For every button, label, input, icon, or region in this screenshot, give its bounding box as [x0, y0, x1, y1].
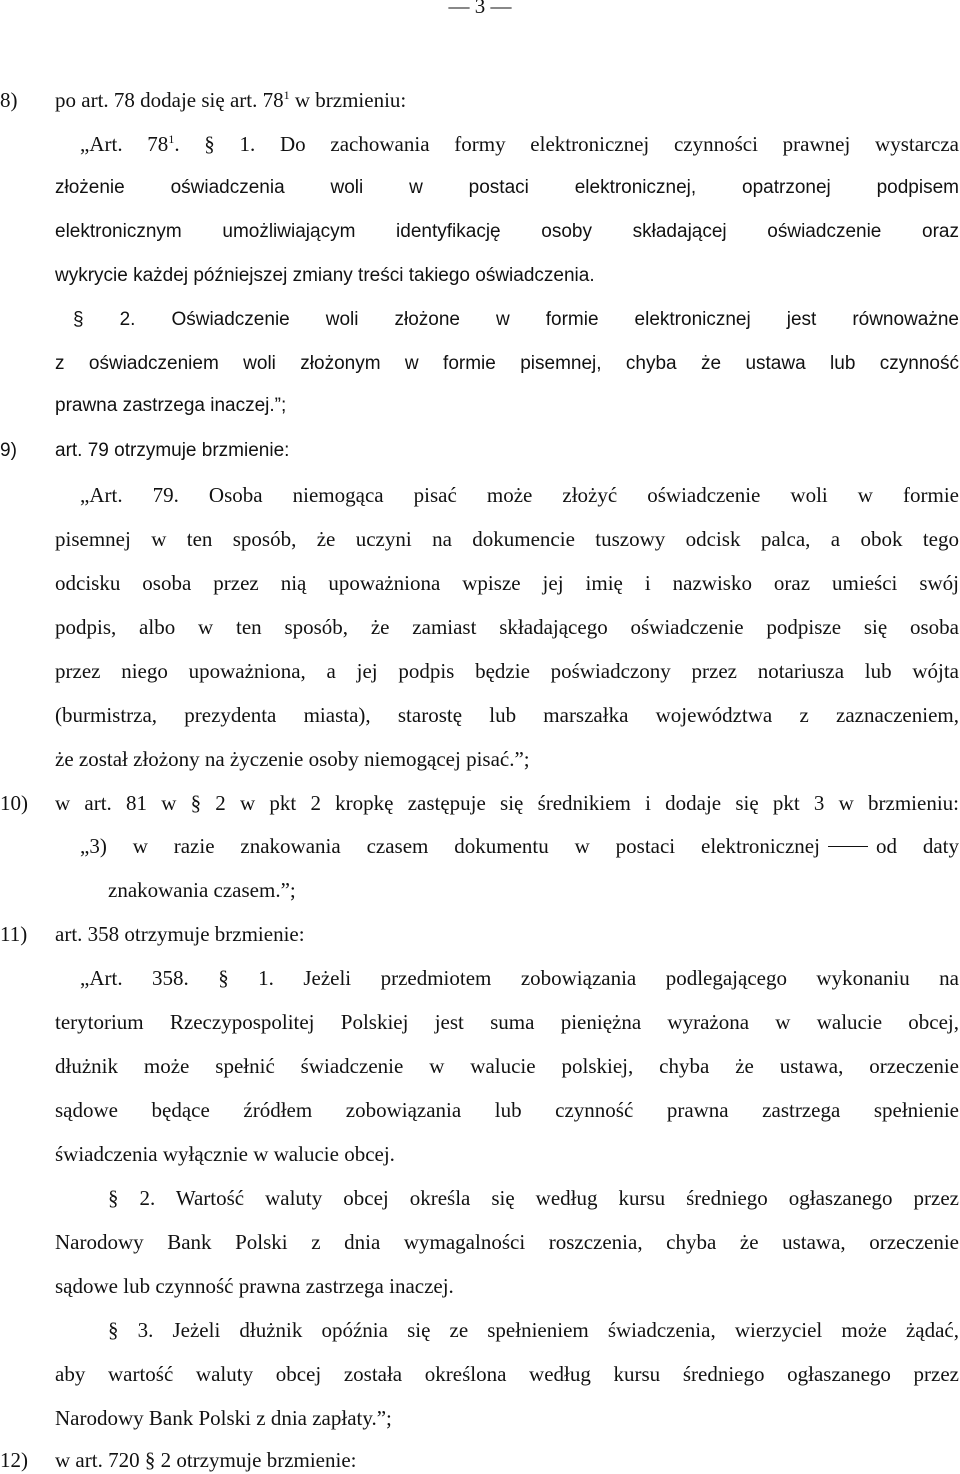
item-10-line-1: [80, 832, 959, 860]
item-10-line-1-text: „3) w razie znakowania czasem dokumentu w postaci elektronicznej: [80, 834, 820, 858]
item-11-line-9: § 3. Jeżeli dłużnik opóźnia się ze spełnieniem świadczenia, wierzyciel może żądać,: [108, 1318, 959, 1342]
item-11-line-5: świadczenia wyłącznie w walucie obcej.: [55, 1142, 395, 1166]
item-11-line-1: „Art. 358. § 1. Jeżeli przedmiotem zobowiązania podlegającego wykonaniu na: [80, 966, 959, 990]
item-8-intro-tail: w brzmieniu:: [289, 88, 407, 112]
item-8-art-sup: 1: [168, 132, 175, 146]
item-9-line-6: (burmistrza, prezydenta miasta), starostę lub marszałka województwa z zaznaczeniem,: [55, 703, 959, 727]
item-11-line-11: Narodowy Bank Polski z dnia zapłaty.”;: [55, 1406, 392, 1430]
item-9-line-5: przez niego upoważniona, a jej podpis będzie poświadczony przez notariusza lub wójta: [55, 659, 959, 683]
item-8-line-5: § 2. Oświadczenie woli złożone w formie elektronicznej jest równoważne: [73, 309, 959, 330]
item-11-line-8: sądowe lub czynność prawna zastrzega inaczej.: [55, 1274, 454, 1298]
item-8-line-1: [80, 130, 959, 158]
item-8-line-1-rest: . § 1. Do zachowania formy elektronicznej czynności prawnej wystarcza: [174, 132, 959, 156]
item-8-intro: [55, 86, 959, 114]
item-11-intro: art. 358 otrzymuje brzmienie:: [55, 922, 305, 946]
item-8-line-2: złożenie oświadczenia woli w postaci elektronicznej, opatrzonej podpisem: [55, 177, 959, 198]
page-number: — 3 —: [448, 0, 512, 18]
item-9-line-3: odcisku osoba przez nią upoważniona wpisze jej imię i nazwisko oraz umieści swój: [55, 571, 959, 595]
item-10-line-1-tail: od daty: [875, 834, 960, 858]
item-number-8: 8): [0, 88, 18, 112]
item-number-9: 9): [0, 440, 17, 461]
item-9-line-7: że został złożony na życzenie osoby niemogącej pisać.”;: [55, 747, 530, 771]
item-9-line-1: „Art. 79. Osoba niemogąca pisać może złożyć oświadczenie woli w formie: [80, 483, 959, 507]
item-11-line-2: terytorium Rzeczypospolitej Polskiej jest suma pieniężna wyrażona w walucie obcej,: [55, 1010, 959, 1034]
item-8-line-4: wykrycie każdej późniejszej zmiany treści takiego oświadczenia.: [55, 265, 595, 286]
em-dash-separator: [828, 846, 868, 847]
item-number-10: 10): [0, 791, 28, 815]
item-number-12: 12): [0, 1448, 28, 1472]
item-number-11: 11): [0, 922, 28, 946]
item-8-line-6: z oświadczeniem woli złożonym w formie pisemnej, chyba że ustawa lub czynność: [55, 353, 959, 374]
item-10-intro: w art. 81 w § 2 w pkt 2 kropkę zastępuje się średnikiem i dodaje się pkt 3 w brzmieniu:: [55, 791, 959, 815]
item-11-line-10: aby wartość waluty obcej została określona według kursu średniego ogłaszanego przez: [55, 1362, 959, 1386]
item-8-line-3: elektronicznym umożliwiającym identyfikację osoby składającej oświadczenie oraz: [55, 221, 959, 242]
item-8-intro-sup: 1: [283, 88, 290, 102]
item-10-line-2: znakowania czasem.”;: [108, 878, 296, 902]
item-8-intro-text: po art. 78 dodaje się art. 78: [55, 88, 284, 112]
item-11-line-3: dłużnik może spełnić świadczenie w walucie polskiej, chyba że ustawa, orzeczenie: [55, 1054, 959, 1078]
item-8-line-7: prawna zastrzega inaczej.”;: [55, 395, 287, 416]
item-9-line-4: podpis, albo w ten sposób, że zamiast składającego oświadczenie podpisze się osoba: [55, 615, 959, 639]
item-12-intro: w art. 720 § 2 otrzymuje brzmienie:: [55, 1448, 357, 1472]
item-11-line-4: sądowe będące źródłem zobowiązania lub czynność prawna zastrzega spełnienie: [55, 1098, 959, 1122]
item-9-line-2: pisemnej w ten sposób, że uczyni na dokumencie tuszowy odcisk palca, a obok tego: [55, 527, 959, 551]
item-8-art-label: „Art. 78: [80, 132, 169, 156]
item-9-intro: art. 79 otrzymuje brzmienie:: [55, 440, 290, 461]
item-11-line-6: § 2. Wartość waluty obcej określa się według kursu średniego ogłaszanego przez: [108, 1186, 959, 1210]
item-11-line-7: Narodowy Bank Polski z dnia wymagalności roszczenia, chyba że ustawa, orzeczenie: [55, 1230, 959, 1254]
